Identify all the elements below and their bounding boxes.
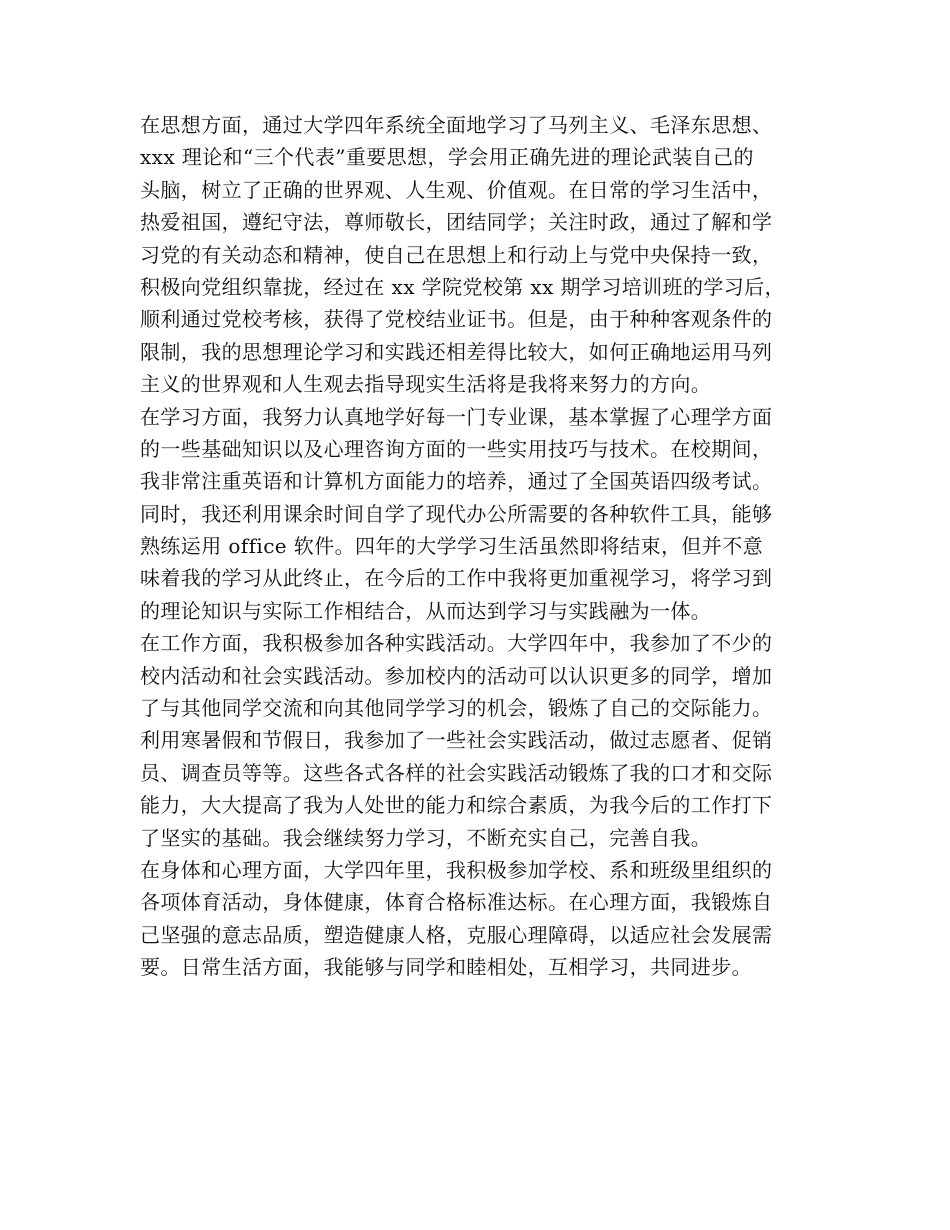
text-line: 主义的世界观和人生观去指导现实生活将是我将来努力的方向。 [140,372,712,397]
text-line: 校内活动和社会实践活动。参加校内的活动可以认识更多的同学，增加 [140,663,773,688]
text-line: 在工作方面，我积极参加各种实践活动。大学四年中，我参加了不少的 [140,631,773,656]
text-line: 积极向党组织靠拢，经过在 xx 学院党校第 xx 期学习培训班的学习后， [140,274,785,299]
text-line: 头脑，树立了正确的世界观、人生观、价值观。在日常的学习生活中， [140,177,773,202]
text-line: 习党的有关动态和精神，使自己在思想上和行动上与党中央保持一致， [140,242,773,267]
text-line: 的理论知识与实际工作相结合，从而达到学习与实践融为一体。 [140,598,712,623]
text-line: 能力，大大提高了我为人处世的能力和综合素质，为我今后的工作打下 [140,793,773,818]
text-line: 己坚强的意志品质，塑造健康人格，克服心理障碍，以适应社会发展需 [140,922,773,947]
paragraph-work [140,627,840,854]
text-line: 员、调查员等等。这些各式各样的社会实践活动锻炼了我的口才和交际 [140,760,773,785]
paragraph-health [140,854,840,984]
text-line: 在思想方面，通过大学四年系统全面地学习了马列主义、毛泽东思想、 [140,113,773,137]
text-line: 同时，我还利用课余时间自学了现代办公所需要的各种软件工具，能够 [140,501,773,526]
text-line: 要。日常生活方面，我能够与同学和睦相处，互相学习，共同进步。 [140,955,752,980]
paragraph-ideology [140,109,840,401]
text-line: 了坚实的基础。我会继续努力学习，不断充实自己，完善自我。 [140,825,712,850]
text-line: xxx 理论和“三个代表”重要思想，学会用正确先进的理论武装自己的 [140,145,754,170]
text-line: 在学习方面，我努力认真地学好每一门专业课，基本掌握了心理学方面 [140,404,773,429]
text-line: 热爱祖国，遵纪守法，尊师敬长，团结同学；关注时政，通过了解和学 [140,210,773,235]
text-line: 各项体育活动，身体健康，体育合格标准达标。在心理方面，我锻炼自 [140,890,773,915]
text-line: 限制，我的思想理论学习和实践还相差得比较大，如何正确地运用马列 [140,339,773,364]
document-body [140,109,840,984]
text-line: 我非常注重英语和计算机方面能力的培养，通过了全国英语四级考试。 [140,469,773,494]
text-line: 利用寒暑假和节假日，我参加了一些社会实践活动，做过志愿者、促销 [140,728,773,753]
text-line: 熟练运用 office 软件。四年的大学学习生活虽然即将结束，但并不意 [140,534,763,559]
text-line: 味着我的学习从此终止，在今后的工作中我将更加重视学习，将学习到 [140,566,773,591]
text-line: 了与其他同学交流和向其他同学学习的机会，锻炼了自己的交际能力。 [140,696,773,721]
text-line: 的一些基础知识以及心理咨询方面的一些实用技巧与技术。在校期间， [140,436,773,461]
text-line: 顺利通过党校考核，获得了党校结业证书。但是，由于种种客观条件的 [140,307,773,332]
paragraph-study [140,401,840,628]
text-line: 在身体和心理方面，大学四年里，我积极参加学校、系和班级里组织的 [140,857,773,882]
